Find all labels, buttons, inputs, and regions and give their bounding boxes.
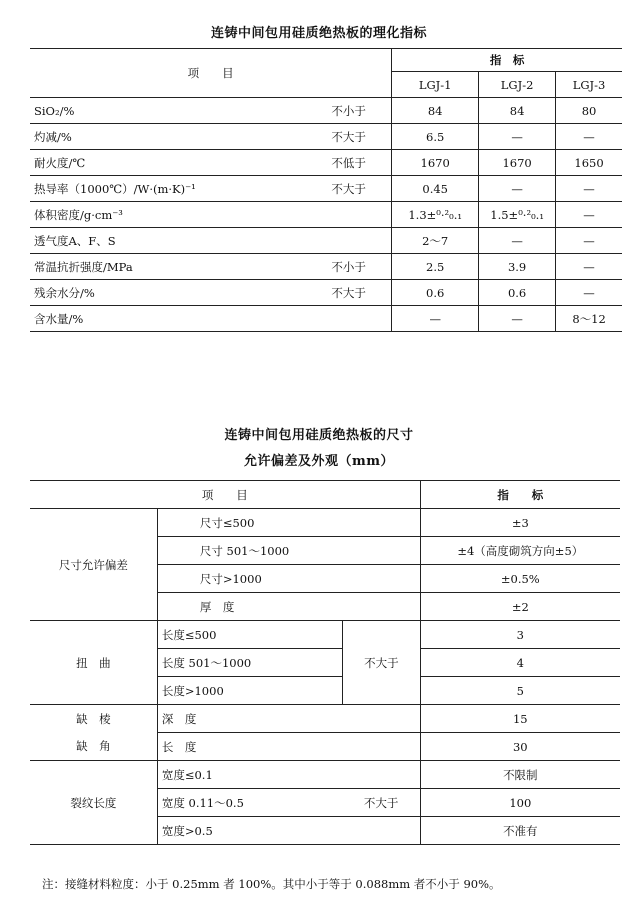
row-sub: 尺寸 501～1000 [157, 537, 420, 565]
group-name [30, 705, 157, 761]
row-name: 透气度A、F、S [30, 228, 327, 254]
row-name: 灼减/% [30, 124, 327, 150]
group-cond: 不大于 [343, 621, 421, 705]
group-name: 扭 曲 [30, 621, 157, 705]
row-value: — [392, 306, 479, 332]
row-value: 不准有 [420, 817, 620, 845]
row-cond: 不大于 [327, 280, 391, 306]
row-value: ±2 [420, 593, 620, 621]
table-row [30, 150, 622, 176]
table-row [30, 176, 622, 202]
table2-title-line2: 允许偏差及外观（mm） [243, 454, 394, 469]
header-item: 项 目 [30, 49, 392, 98]
row-value: 15 [420, 705, 620, 733]
row-value: — [479, 176, 556, 202]
physicochemical-table [30, 48, 622, 332]
row-cond [327, 228, 391, 254]
table-row [30, 761, 620, 789]
row-value: — [479, 228, 556, 254]
group-cond: 不大于 [343, 789, 421, 817]
row-value: 4 [420, 649, 620, 677]
row-value: — [556, 124, 622, 150]
table1-title: 连铸中间包用硅质绝热板的理化指标 [210, 26, 427, 41]
row-value: 1670 [392, 150, 479, 176]
row-cond [327, 306, 391, 332]
table-row [30, 124, 622, 150]
row-value: 1.5±⁰·²₀.₁ [479, 202, 556, 228]
table-row [30, 228, 622, 254]
row-sub: 宽度 0.11～0.5 [157, 789, 342, 817]
row-value: 2.5 [392, 254, 479, 280]
table-row [30, 705, 620, 733]
row-name: 耐火度/℃ [30, 150, 327, 176]
row-value: 100 [420, 789, 620, 817]
row-sub: 尺寸≤500 [157, 509, 420, 537]
row-name: 体积密度/g·cm⁻³ [30, 202, 327, 228]
row-value: — [556, 176, 622, 202]
table-row [30, 621, 620, 649]
row-cond: 不大于 [327, 176, 391, 202]
row-cond [327, 202, 391, 228]
row-sub: 长度 501～1000 [157, 649, 342, 677]
row-value: ±4（高度砌筑方向±5） [420, 537, 620, 565]
row-value: — [556, 202, 622, 228]
table-row [30, 306, 622, 332]
row-value: — [479, 306, 556, 332]
row-value: 3.9 [479, 254, 556, 280]
group-name: 尺寸允许偏差 [30, 509, 157, 621]
header-item: 项 目 [30, 481, 420, 509]
grade-3: LGJ-3 [556, 72, 622, 98]
row-sub: 长 度 [157, 733, 420, 761]
row-value: 84 [392, 98, 479, 124]
row-value: 30 [420, 733, 620, 761]
table-row [30, 202, 622, 228]
row-value: ±3 [420, 509, 620, 537]
row-value: 1.3±⁰·²₀.₁ [392, 202, 479, 228]
row-sub: 长度>1000 [157, 677, 342, 705]
group-name: 裂纹长度 [30, 761, 157, 845]
row-value: 5 [420, 677, 620, 705]
row-value: 0.6 [392, 280, 479, 306]
row-value: 2～7 [392, 228, 479, 254]
row-value: 6.5 [392, 124, 479, 150]
grade-1: LGJ-1 [392, 72, 479, 98]
row-name: 热导率（1000℃）/W·(m·K)⁻¹ [30, 176, 327, 202]
row-cond: 不小于 [327, 98, 391, 124]
dimension-tolerance-table [30, 480, 620, 845]
row-value: 3 [420, 621, 620, 649]
row-cond: 不小于 [327, 254, 391, 280]
grade-2: LGJ-2 [479, 72, 556, 98]
footnote: 注：接缝材料粒度：小于 0.25mm 者 100%。其中小于等于 0.088mm 者不小于 90%。 [42, 877, 501, 891]
row-sub: 宽度≤0.1 [157, 761, 420, 789]
row-value: — [556, 254, 622, 280]
row-sub: 宽度>0.5 [157, 817, 420, 845]
row-value: 8～12 [556, 306, 622, 332]
row-cond: 不低于 [327, 150, 391, 176]
table-row [30, 254, 622, 280]
group-name-line1: 缺 棱 [76, 711, 111, 726]
row-value: 不限制 [420, 761, 620, 789]
row-sub: 深 度 [157, 705, 420, 733]
table2-title-line1: 连铸中间包用硅质绝热板的尺寸 [224, 428, 414, 443]
header-index: 指 标 [420, 481, 620, 509]
row-sub: 尺寸>1000 [157, 565, 420, 593]
row-value: 80 [556, 98, 622, 124]
row-value: 1670 [479, 150, 556, 176]
header-index: 指 标 [392, 49, 622, 72]
row-value: 1650 [556, 150, 622, 176]
row-name: SiO₂/% [30, 98, 327, 124]
table-row [30, 98, 622, 124]
row-value: ±0.5% [420, 565, 620, 593]
group-name-line2: 缺 角 [76, 738, 111, 753]
row-name: 含水量/% [30, 306, 327, 332]
row-name: 残余水分/% [30, 280, 327, 306]
row-value: 0.6 [479, 280, 556, 306]
row-cond: 不大于 [327, 124, 391, 150]
row-sub: 长度≤500 [157, 621, 342, 649]
row-value: — [556, 280, 622, 306]
row-value: — [479, 124, 556, 150]
row-value: 84 [479, 98, 556, 124]
table-row [30, 509, 620, 537]
row-value: — [556, 228, 622, 254]
row-name: 常温抗折强度/MPa [30, 254, 327, 280]
table-row [30, 280, 622, 306]
row-sub: 厚 度 [157, 593, 420, 621]
row-value: 0.45 [392, 176, 479, 202]
